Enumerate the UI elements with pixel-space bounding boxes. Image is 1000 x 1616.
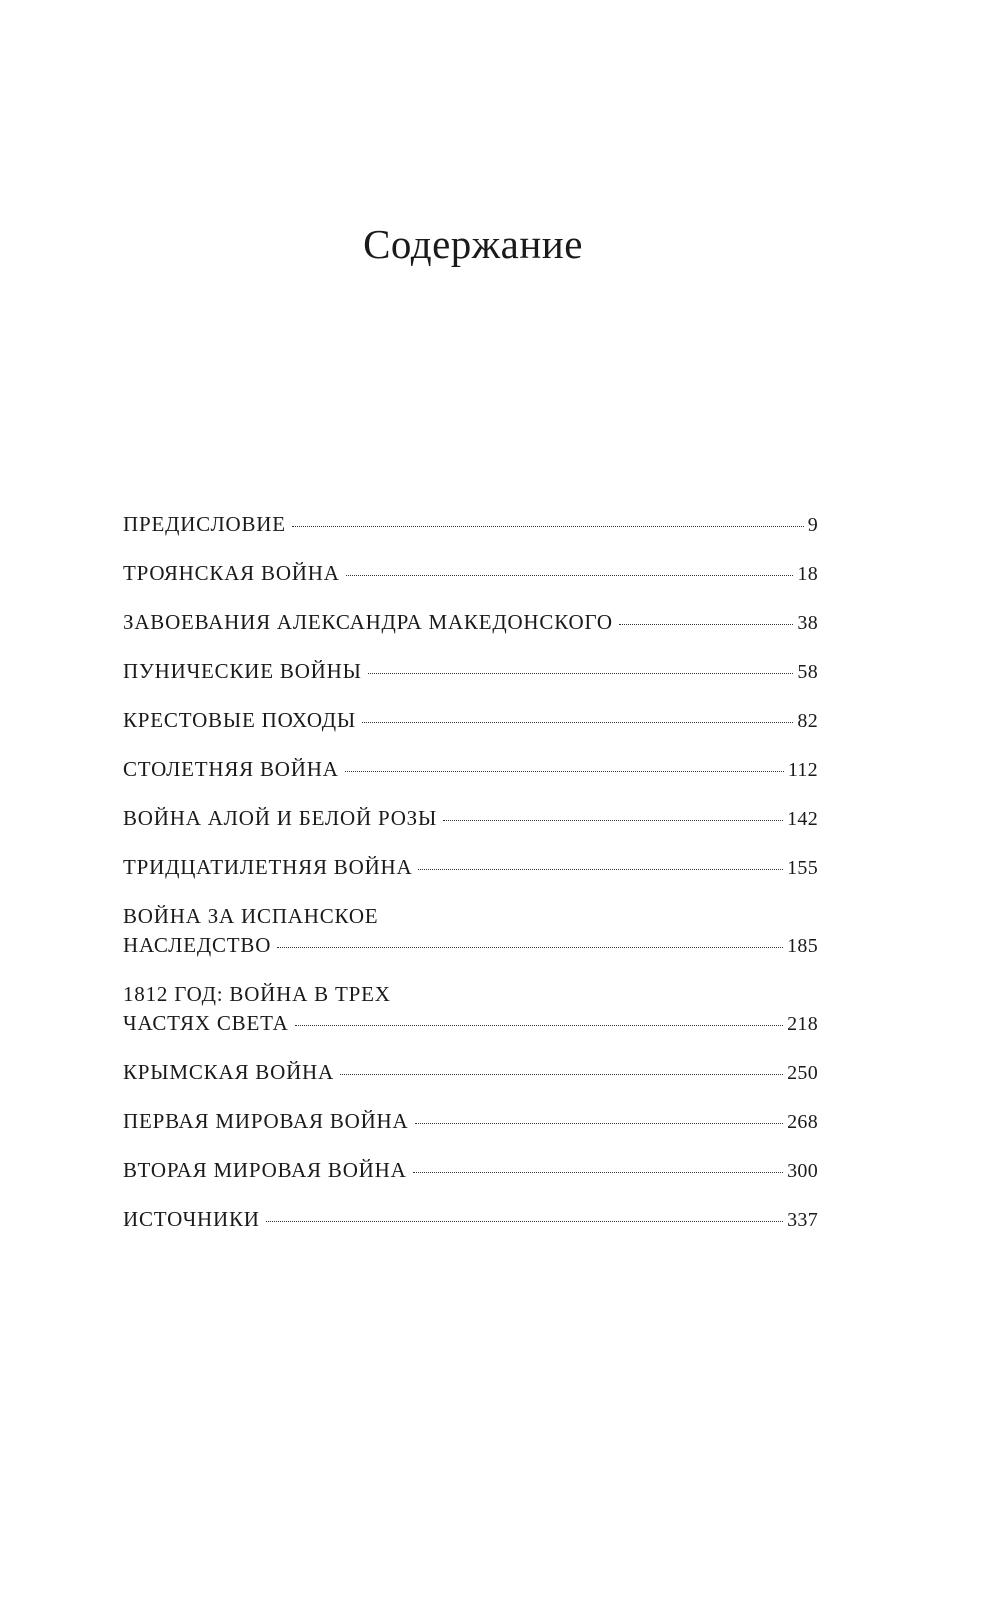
toc-dot-leader [413,1172,784,1173]
toc-line [123,1156,818,1186]
toc-entry-title: ТРОЯНСКАЯ ВОЙНА [123,561,340,585]
toc-entry[interactable] [123,1058,818,1088]
toc-entry-title: ТРИДЦАТИЛЕТНЯЯ ВОЙНА [123,855,413,879]
toc-entry-title: ВОЙНА АЛОЙ И БЕЛОЙ РОЗЫ [123,806,438,830]
toc-page-number: 18 [797,563,818,585]
toc-entry[interactable] [123,902,818,961]
toc-entry-title: СТОЛЕТНЯЯ ВОЙНА [123,757,339,781]
toc-entry-title: ПУНИЧЕСКИЕ ВОЙНЫ [123,659,362,683]
toc-line [123,804,818,834]
toc-entry-title: КРЕСТОВЫЕ ПОХОДЫ [123,708,356,732]
toc-page-number: 337 [787,1209,818,1231]
toc-line [123,559,818,589]
toc-line [123,1058,818,1088]
toc-entry-title: ПЕРВАЯ МИРОВАЯ ВОЙНА [123,1109,409,1133]
toc-page-number: 218 [787,1013,818,1035]
toc-entry-title: ЗАВОЕВАНИЯ АЛЕКСАНДРА МАКЕДОНСКОГО [123,610,613,634]
toc-dot-leader [295,1025,783,1026]
toc-page-number: 300 [787,1160,818,1182]
toc-entry-title: ЧАСТЯХ СВЕТА [123,1011,289,1035]
toc-page-number: 155 [787,857,818,879]
table-of-contents [123,510,818,1254]
toc-entry[interactable] [123,559,818,589]
toc-entry[interactable] [123,510,818,540]
page-title: Содержание [363,221,583,267]
toc-dot-leader [418,869,783,870]
toc-line [123,657,818,687]
toc-page-number: 38 [797,612,818,634]
toc-page-number: 112 [787,759,818,781]
toc-entry-title-line1: ВОЙНА ЗА ИСПАНСКОЕ [123,904,379,928]
toc-entry-title: ПРЕДИСЛОВИЕ [123,512,286,536]
toc-line [123,510,818,540]
toc-dot-leader [292,526,804,527]
toc-line [123,931,818,961]
toc-entry-title: НАСЛЕДСТВО [123,933,272,957]
toc-dot-leader [443,820,783,821]
toc-page-number: 250 [787,1062,818,1084]
toc-line [123,1205,818,1235]
toc-line [123,608,818,638]
toc-page-number: 9 [807,514,818,536]
toc-line [123,1107,818,1137]
toc-dot-leader [415,1123,784,1124]
toc-line [123,853,818,883]
toc-entry-title-line1: 1812 ГОД: ВОЙНА В ТРЕХ [123,982,391,1006]
toc-entry-title: ВТОРАЯ МИРОВАЯ ВОЙНА [123,1158,407,1182]
toc-entry[interactable] [123,657,818,687]
toc-entry-title: ИСТОЧНИКИ [123,1207,260,1231]
toc-entry[interactable] [123,608,818,638]
toc-line [123,706,818,736]
toc-line [123,755,818,785]
toc-entry[interactable] [123,980,818,1039]
toc-page-number: 82 [797,710,818,732]
toc-entry[interactable] [123,1156,818,1186]
toc-dot-leader [277,947,783,948]
toc-entry[interactable] [123,755,818,785]
toc-entry[interactable] [123,804,818,834]
toc-entry-title: КРЫМСКАЯ ВОЙНА [123,1060,334,1084]
toc-entry[interactable] [123,1205,818,1235]
toc-dot-leader [266,1221,783,1222]
toc-dot-leader [368,673,794,674]
toc-dot-leader [619,624,794,625]
toc-dot-leader [362,722,793,723]
toc-dot-leader [340,1074,783,1075]
toc-line [123,1009,818,1039]
toc-dot-leader [346,575,794,576]
toc-dot-leader [345,771,784,772]
toc-page-number: 185 [787,935,818,957]
toc-page-number: 268 [787,1111,818,1133]
toc-page-number: 142 [787,808,818,830]
toc-entry[interactable] [123,853,818,883]
toc-page-number: 58 [797,661,818,683]
toc-entry[interactable] [123,706,818,736]
toc-entry[interactable] [123,1107,818,1137]
